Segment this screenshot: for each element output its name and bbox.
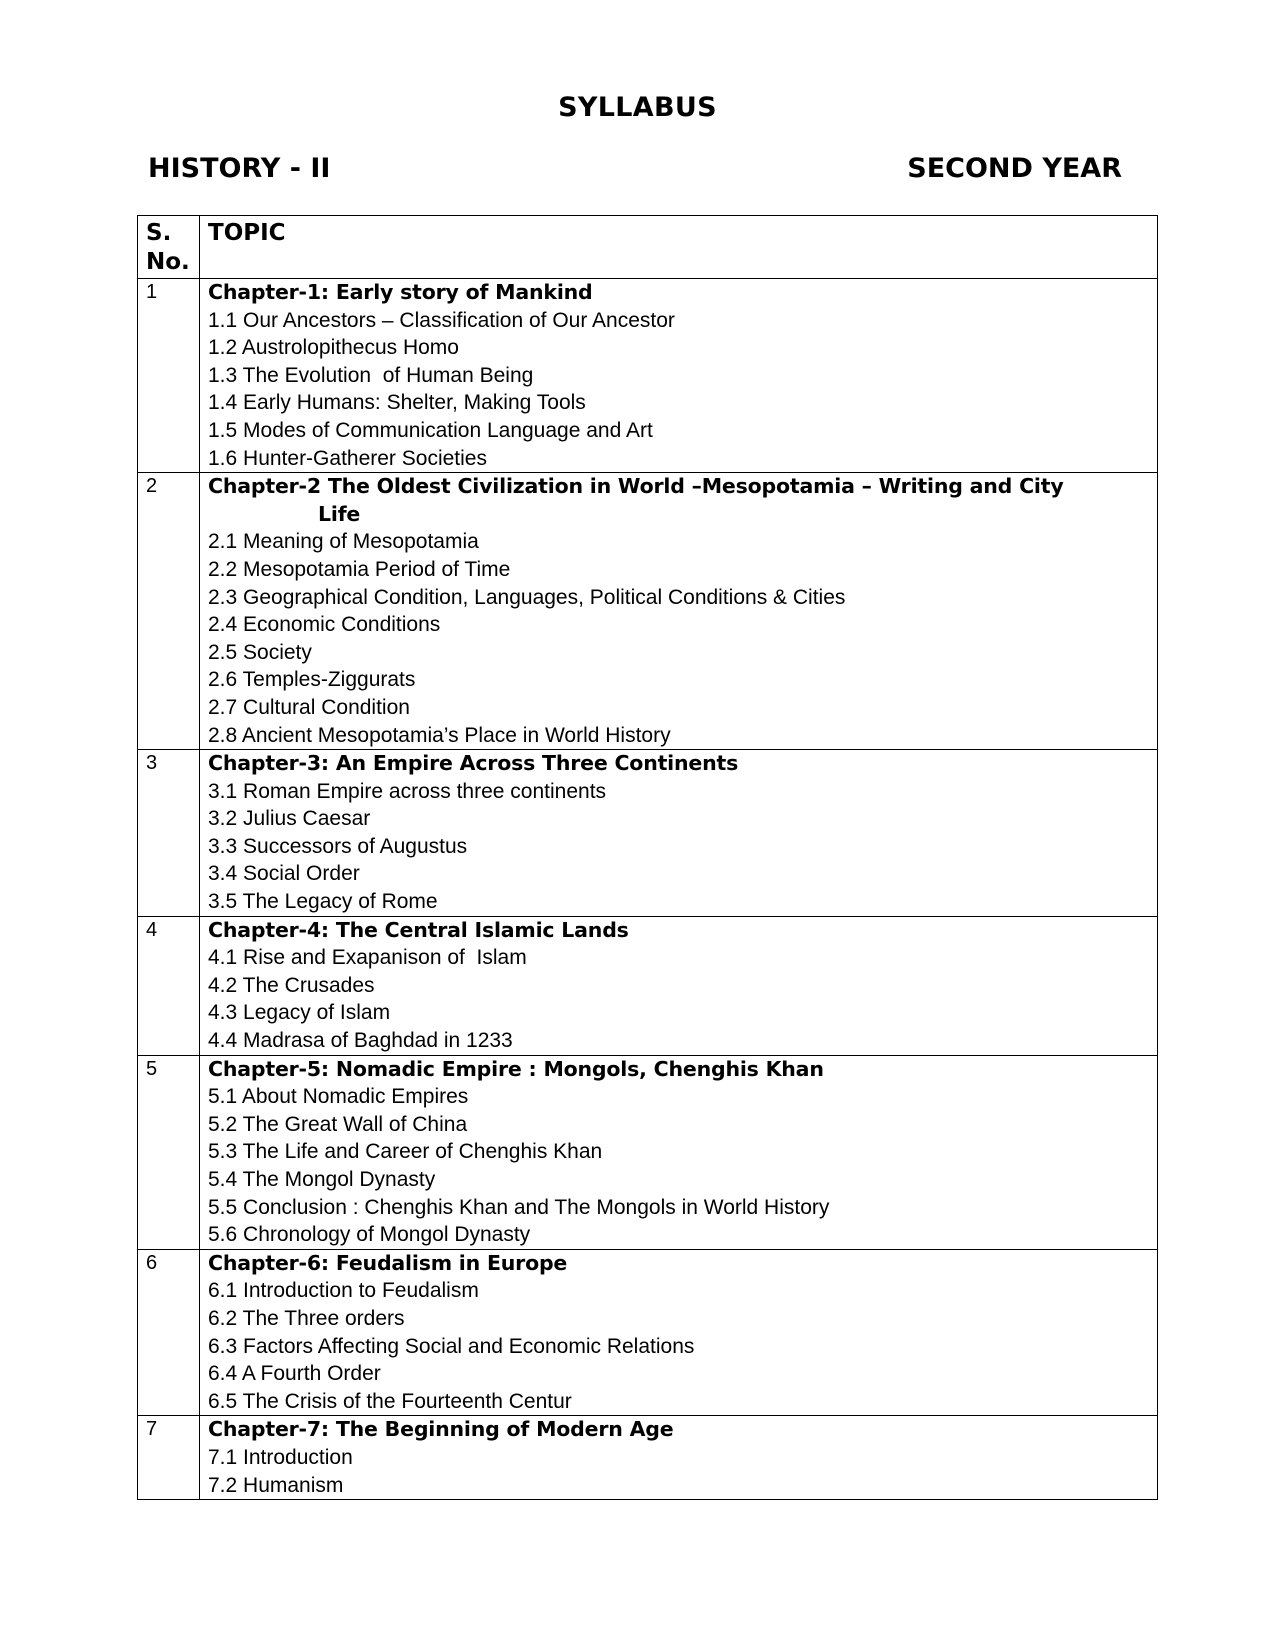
subject-heading: HISTORY - II [148,153,331,184]
header-sno-line2: No. [146,249,190,275]
chapter-title-text: Chapter-7: The Beginning of Modern Age [208,1417,674,1442]
chapter-title-text: Chapter-4: The Central Islamic Lands [208,917,629,942]
topic-cell [200,1055,1158,1249]
header-topic: TOPIC [200,216,1158,279]
subtopic-item: 2.8 Ancient Mesopotamia’s Place in World History [208,723,671,747]
subtopic-item: 1.2 Austrolopithecus Homo [208,336,459,360]
table-header-row [138,216,1158,279]
chapter-title [208,1056,1149,1084]
page-title: SYLLABUS [558,92,717,123]
subtopic-item: 1.6 Hunter-Gatherer Societies [208,446,487,470]
subtopic-item: 3.1 Roman Empire across three continents [208,779,607,803]
subtopic-item: 6.2 The Three orders [208,1306,405,1330]
chapter-title [208,1250,1149,1278]
topic-cell [200,1249,1158,1416]
subtopic-item: 1.1 Our Ancestors – Classification of Our Ancestor [208,308,675,332]
syllabus-table [137,215,1158,1500]
subtopic-item: 2.4 Economic Conditions [208,613,441,637]
subtopic-item: 6.4 A Fourth Order [208,1362,381,1386]
header-sno-line1: S. [146,220,172,246]
subtopic-item: 3.2 Julius Caesar [208,807,371,831]
subtopic-item: 1.4 Early Humans: Shelter, Making Tools [208,391,586,415]
subtopic-item: 5.6 Chronology of Mongol Dynasty [208,1223,531,1247]
subtopic-item: 4.1 Rise and Exapanison of Islam [208,946,527,970]
subtopic-item: 1.5 Modes of Communication Language and Art [208,418,653,442]
serial-number: 1 [138,279,200,473]
topic-cell [200,750,1158,917]
chapter-title-text: Chapter-2 The Oldest Civilization in World –Mesopotamia – Writing and City [208,474,1064,499]
serial-number: 4 [138,916,200,1055]
chapter-title-text: Chapter-6: Feudalism in Europe [208,1250,568,1275]
table-row [138,750,1158,917]
table-body [138,279,1158,1500]
subtopic-item: 2.6 Temples-Ziggurats [208,668,416,692]
chapter-title [208,279,1149,307]
header-sno [138,216,200,279]
serial-number: 3 [138,750,200,917]
chapter-title [208,917,1149,945]
table-row [138,1055,1158,1249]
subtopic-item: 4.4 Madrasa of Baghdad in 1233 [208,1029,513,1053]
serial-number: 6 [138,1249,200,1416]
subtopic-item: 6.5 The Crisis of the Fourteenth Centur [208,1389,572,1413]
year-heading: SECOND YEAR [907,153,1122,184]
serial-number: 2 [138,473,200,750]
serial-number: 5 [138,1055,200,1249]
chapter-title [208,750,1149,778]
table-row [138,279,1158,473]
subtopic-item: 7.2 Humanism [208,1473,344,1497]
topic-cell [200,1416,1158,1500]
subtopic-item: 4.3 Legacy of Islam [208,1001,391,1025]
subtopic-item: 5.3 The Life and Career of Chenghis Khan [208,1140,603,1164]
subtopic-item: 2.5 Society [208,640,312,664]
subtopic-item: 6.3 Factors Affecting Social and Economic Relations [208,1334,695,1358]
table-row [138,1416,1158,1500]
subtopic-item: 5.5 Conclusion : Chenghis Khan and The Mongols in World History [208,1195,830,1219]
topic-cell [200,473,1158,750]
subtopic-item: 5.2 The Great Wall of China [208,1112,468,1136]
table-row [138,473,1158,750]
topic-cell [200,279,1158,473]
subtopic-item: 2.1 Meaning of Mesopotamia [208,530,479,554]
subtopic-item: 1.3 The Evolution of Human Being [208,363,534,387]
subtopic-item: 2.7 Cultural Condition [208,695,410,719]
subtopic-item: 3.5 The Legacy of Rome [208,890,438,914]
subtopic-item: 2.2 Mesopotamia Period of Time [208,557,511,581]
subtopic-item: 4.2 The Crusades [208,973,375,997]
table-row [138,916,1158,1055]
topic-cell [200,916,1158,1055]
subtopic-item: 2.3 Geographical Condition, Languages, Political Conditions & Cities [208,585,846,609]
subtopic-item: 5.4 The Mongol Dynasty [208,1168,436,1191]
chapter-title-text: Chapter-1: Early story of Mankind [208,280,593,304]
subtopic-item: 6.1 Introduction to Feudalism [208,1279,479,1303]
chapter-title [208,1416,1149,1444]
chapter-title [208,473,1149,528]
table-row [138,1249,1158,1416]
subtopic-item: 3.4 Social Order [208,862,360,886]
subtopic-item: 3.3 Successors of Augustus [208,834,468,858]
serial-number: 7 [138,1416,200,1500]
chapter-title-text: Chapter-3: An Empire Across Three Continents [208,751,739,776]
chapter-title-text: Chapter-5: Nomadic Empire : Mongols, Chenghis Khan [208,1056,824,1081]
subtopic-item: 5.1 About Nomadic Empires [208,1085,469,1109]
chapter-title-continuation: Life [318,501,361,526]
subtopic-item: 7.1 Introduction [208,1445,353,1469]
